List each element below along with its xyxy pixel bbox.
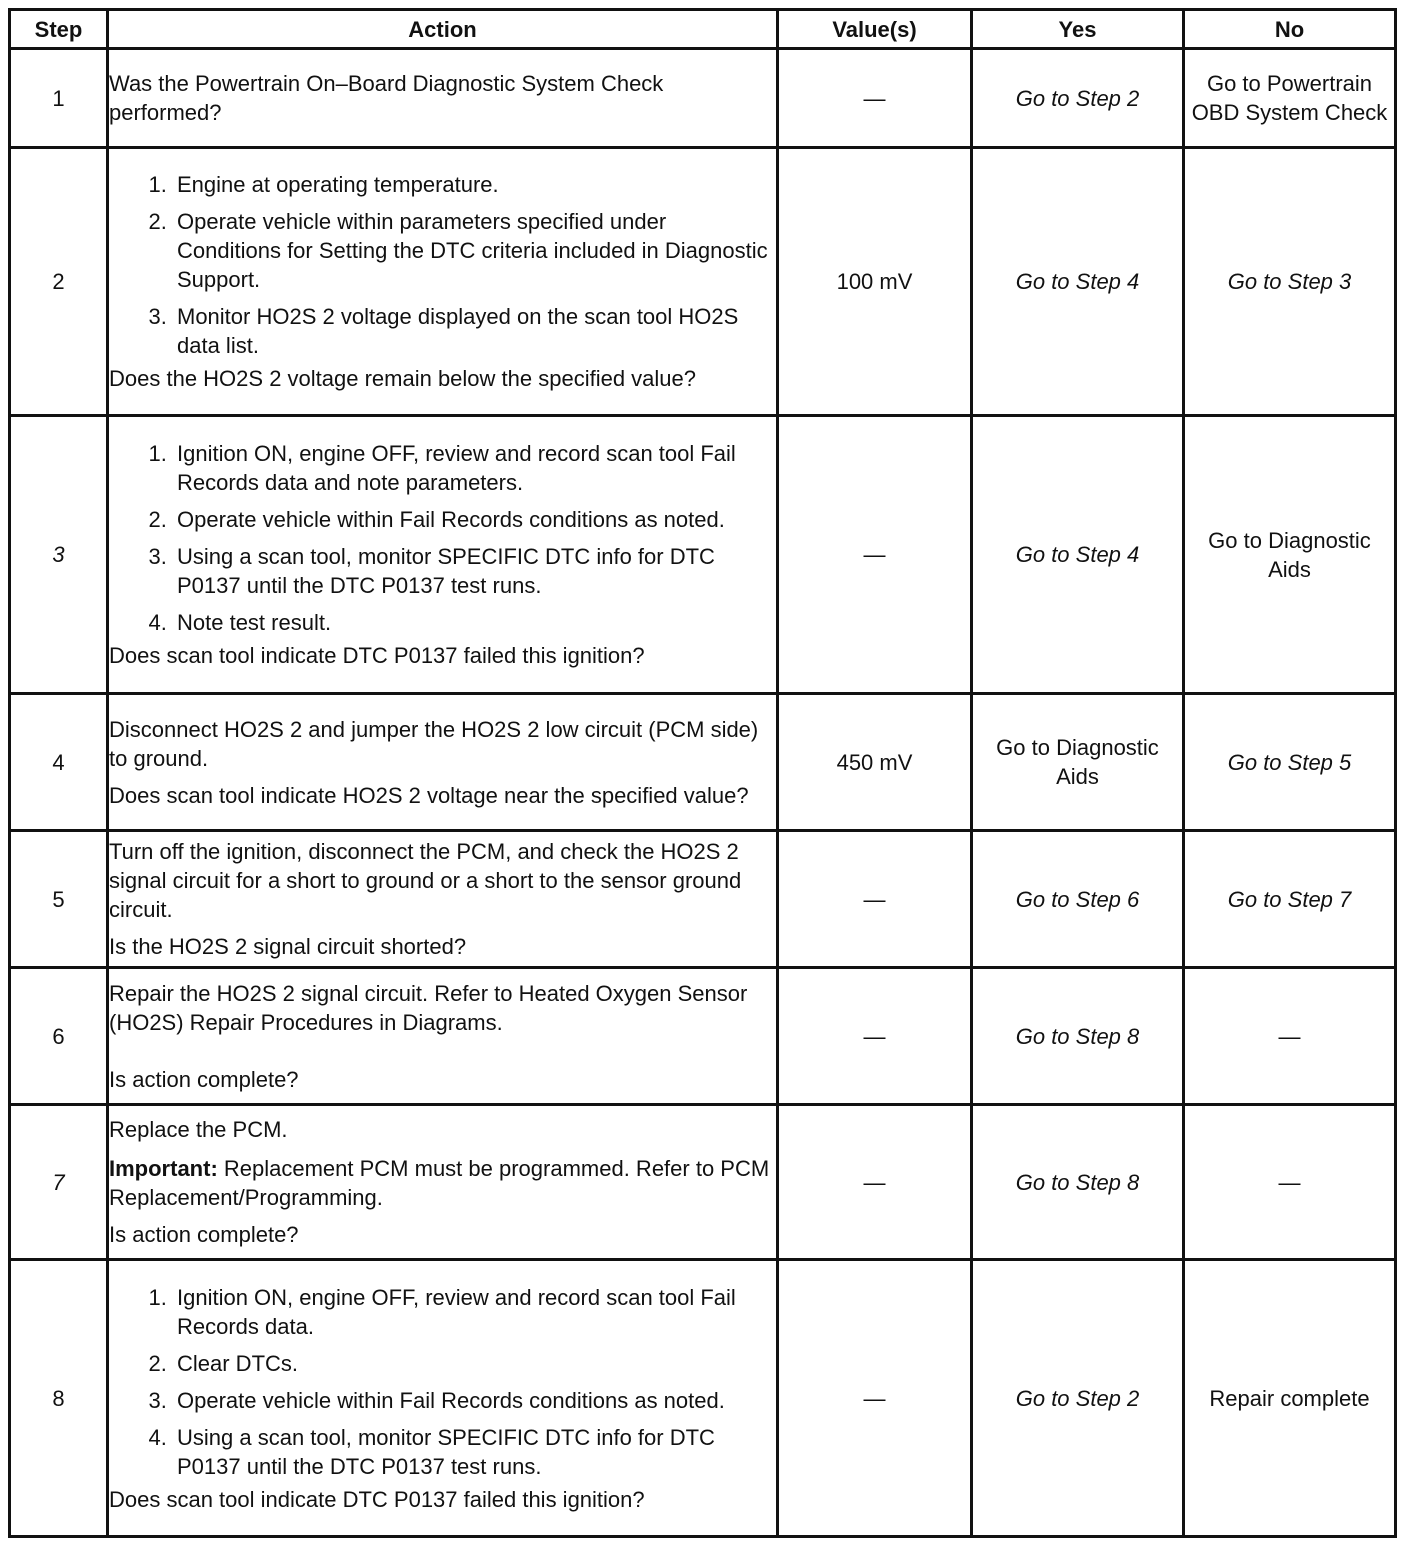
list-item: 4. Using a scan tool, monitor SPECIFIC DTC info for DTC P0137 until the DTC P0137 test runs. [173,1423,776,1481]
action-text: Replace the PCM. [109,1117,288,1142]
table-row [10,1105,1396,1260]
header-action: Action [108,10,778,49]
yes-cell: Go to Step 2 [972,1260,1184,1537]
diagnostic-table [8,8,1397,1538]
action-cell [108,148,778,416]
step-number: 2 [10,148,108,416]
table-row [10,49,1396,148]
action-question: Is action complete? [109,1222,299,1247]
header-yes: Yes [972,10,1184,49]
action-text: Repair the HO2S 2 signal circuit. Refer to Heated Oxygen Sensor (HO2S) Repair Procedures in Diagrams. [109,980,748,1035]
yes-cell: Go to Step 8 [972,968,1184,1105]
step-number: 7 [10,1105,108,1260]
list-item: 2. Operate vehicle within parameters specified under Conditions for Setting the DTC criteria included in Diagnostic Support. [173,207,776,294]
value-cell: 100 mV [778,148,972,416]
no-cell: Go to Step 7 [1184,831,1396,968]
no-cell: Repair complete [1184,1260,1396,1537]
list-item: 2. Operate vehicle within Fail Records conditions as noted. [173,505,776,534]
value-cell: — [778,968,972,1105]
value-cell: — [778,831,972,968]
table-row [10,968,1396,1105]
step-number: 5 [10,831,108,968]
no-cell: Go to Powertrain OBD System Check [1184,49,1396,148]
action-question: Does scan tool indicate DTC P0137 failed this ignition? [109,1486,645,1512]
list-item: 2. Clear DTCs. [173,1349,776,1378]
list-item: 1. Engine at operating temperature. [173,170,776,199]
yes-cell: Go to Step 8 [972,1105,1184,1260]
step-number: 6 [10,968,108,1105]
action-cell [108,1260,778,1537]
action-question: Is the HO2S 2 signal circuit shorted? [109,934,467,959]
value-cell: — [778,1105,972,1260]
header-step: Step [10,10,108,49]
action-cell [108,49,778,148]
important-note [109,1154,776,1212]
list-item: 4. Note test result. [173,608,776,637]
action-question: Does scan tool indicate HO2S 2 voltage near the specified value? [109,782,749,808]
yes-cell: Go to Step 4 [972,416,1184,694]
important-label: Important: [109,1156,218,1181]
value-cell: — [778,1260,972,1537]
no-cell: Go to Diagnostic Aids [1184,416,1396,694]
action-text: Turn off the ignition, disconnect the PCM, and check the HO2S 2 signal circuit for a short to ground or a short to the sensor ground circuit. [109,839,742,922]
table-row [10,416,1396,694]
list-item: 1. Ignition ON, engine OFF, review and record scan tool Fail Records data and note parameters. [173,439,776,497]
table-row [10,831,1396,968]
table-row [10,694,1396,831]
no-cell: — [1184,968,1396,1105]
table-row [10,148,1396,416]
step-number: 3 [10,416,108,694]
yes-cell: Go to Diagnostic Aids [972,694,1184,831]
yes-cell: Go to Step 6 [972,831,1184,968]
action-question: Does scan tool indicate DTC P0137 failed this ignition? [109,643,645,668]
step-number: 1 [10,49,108,148]
value-cell: — [778,416,972,694]
header-values: Value(s) [778,10,972,49]
list-item: 3. Using a scan tool, monitor SPECIFIC DTC info for DTC P0137 until the DTC P0137 test runs. [173,542,776,600]
action-cell [108,831,778,968]
spacer [109,1037,776,1057]
action-steps-list [109,439,776,637]
action-cell [108,968,778,1105]
no-cell: — [1184,1105,1396,1260]
yes-cell: Go to Step 2 [972,49,1184,148]
list-item: 3. Operate vehicle within Fail Records conditions as noted. [173,1386,776,1415]
step-number: 8 [10,1260,108,1537]
action-text: Disconnect HO2S 2 and jumper the HO2S 2 low circuit (PCM side) to ground. [109,716,759,771]
value-cell: — [778,49,972,148]
action-question: Does the HO2S 2 voltage remain below the specified value? [109,366,697,391]
action-steps-list [109,1283,776,1481]
action-steps-list [109,170,776,360]
no-cell: Go to Step 3 [1184,148,1396,416]
value-cell: 450 mV [778,694,972,831]
list-item: 3. Monitor HO2S 2 voltage displayed on the scan tool HO2S data list. [173,302,776,360]
action-cell [108,1105,778,1260]
no-cell: Go to Step 5 [1184,694,1396,831]
table-row [10,1260,1396,1537]
step-number: 4 [10,694,108,831]
header-row [10,10,1396,49]
action-question: Was the Powertrain On–Board Diagnostic System Check performed? [109,71,664,125]
action-question: Is action complete? [109,1066,299,1092]
yes-cell: Go to Step 4 [972,148,1184,416]
list-item: 1. Ignition ON, engine OFF, review and record scan tool Fail Records data. [173,1283,776,1341]
action-cell [108,416,778,694]
header-no: No [1184,10,1396,49]
action-cell [108,694,778,831]
important-text: Replacement PCM must be programmed. Refer to PCM Replacement/Programming. [109,1156,770,1210]
